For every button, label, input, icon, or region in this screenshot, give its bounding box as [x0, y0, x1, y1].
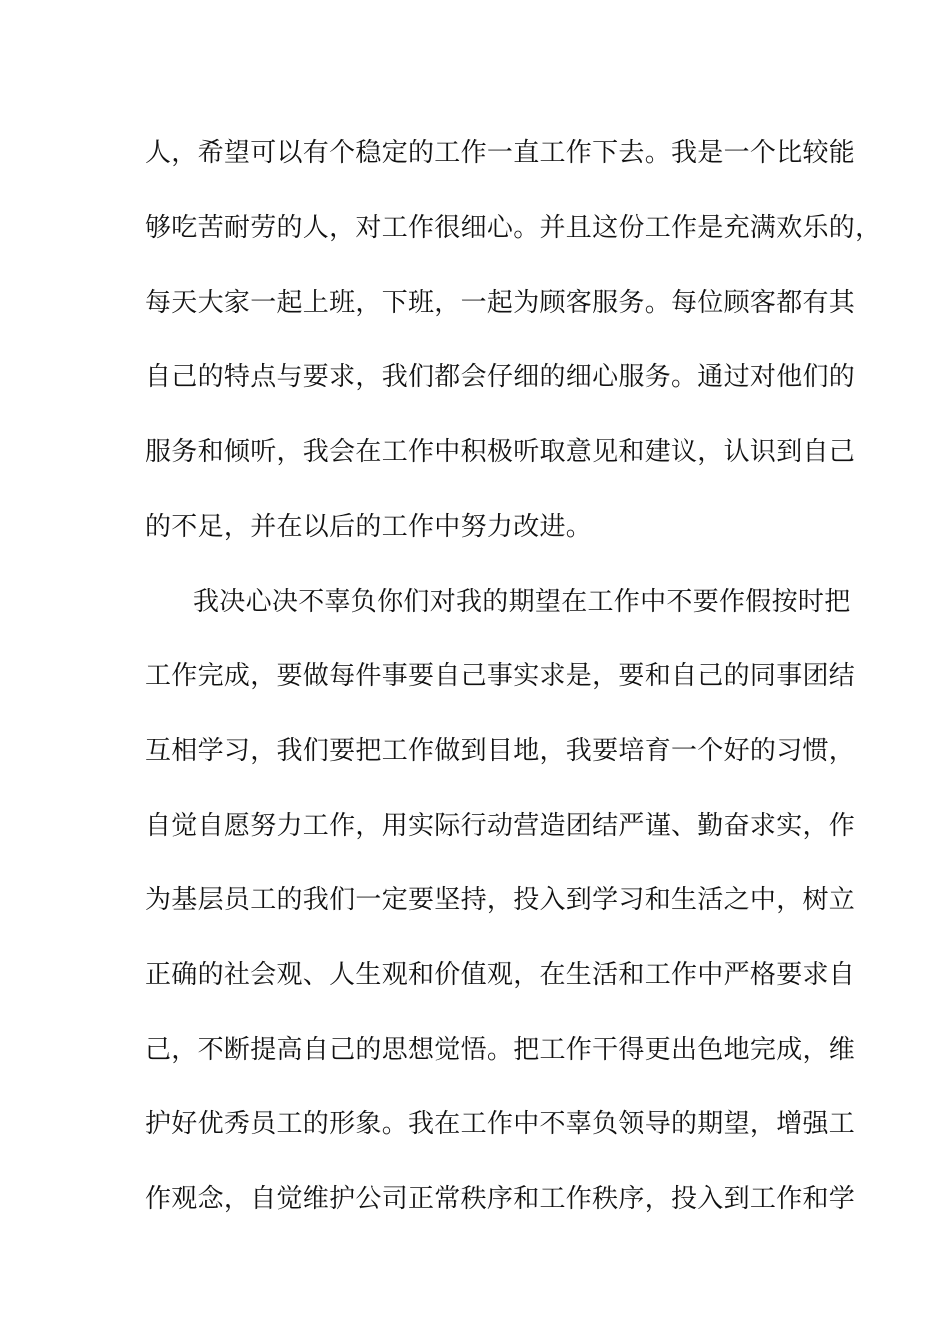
text-line: 的不足，并在以后的工作中努力改进。 — [145, 512, 593, 542]
text-line: 服务和倾听，我会在工作中积极听取意见和建议，认识到自己 — [145, 437, 856, 467]
text-line: 正确的社会观、人生观和价值观，在生活和工作中严格要求自 — [145, 960, 856, 990]
text-line: 每天大家一起上班，下班，一起为顾客服务。每位顾客都有其 — [145, 288, 856, 318]
text-line: 作观念，自觉维护公司正常秩序和工作秩序，投入到工作和学 — [145, 1184, 856, 1214]
text-line: 人，希望可以有个稳定的工作一直工作下去。我是一个比较能 — [145, 138, 856, 168]
text-line: 自己的特点与要求，我们都会仔细的细心服务。通过对他们的 — [145, 362, 856, 392]
text-line: 互相学习，我们要把工作做到目地，我要培育一个好的习惯， — [145, 736, 856, 766]
text-line: 为基层员工的我们一定要坚持，投入到学习和生活之中，树立 — [145, 885, 856, 915]
paragraph-start-line: 我决心决不辜负你们对我的期望在工作中不要作假按时把 — [193, 587, 851, 617]
text-line: 己，不断提高自己的思想觉悟。把工作干得更出色地完成，维 — [145, 1035, 856, 1065]
text-line: 工作完成，要做每件事要自己事实求是，要和自己的同事团结 — [145, 661, 856, 691]
text-line: 自觉自愿努力工作，用实际行动营造团结严谨、勤奋求实，作 — [145, 811, 856, 841]
text-line: 够吃苦耐劳的人，对工作很细心。并且这份工作是充满欢乐的， — [145, 213, 882, 243]
text-line: 护好优秀员工的形象。我在工作中不辜负领导的期望，增强工 — [145, 1109, 856, 1139]
